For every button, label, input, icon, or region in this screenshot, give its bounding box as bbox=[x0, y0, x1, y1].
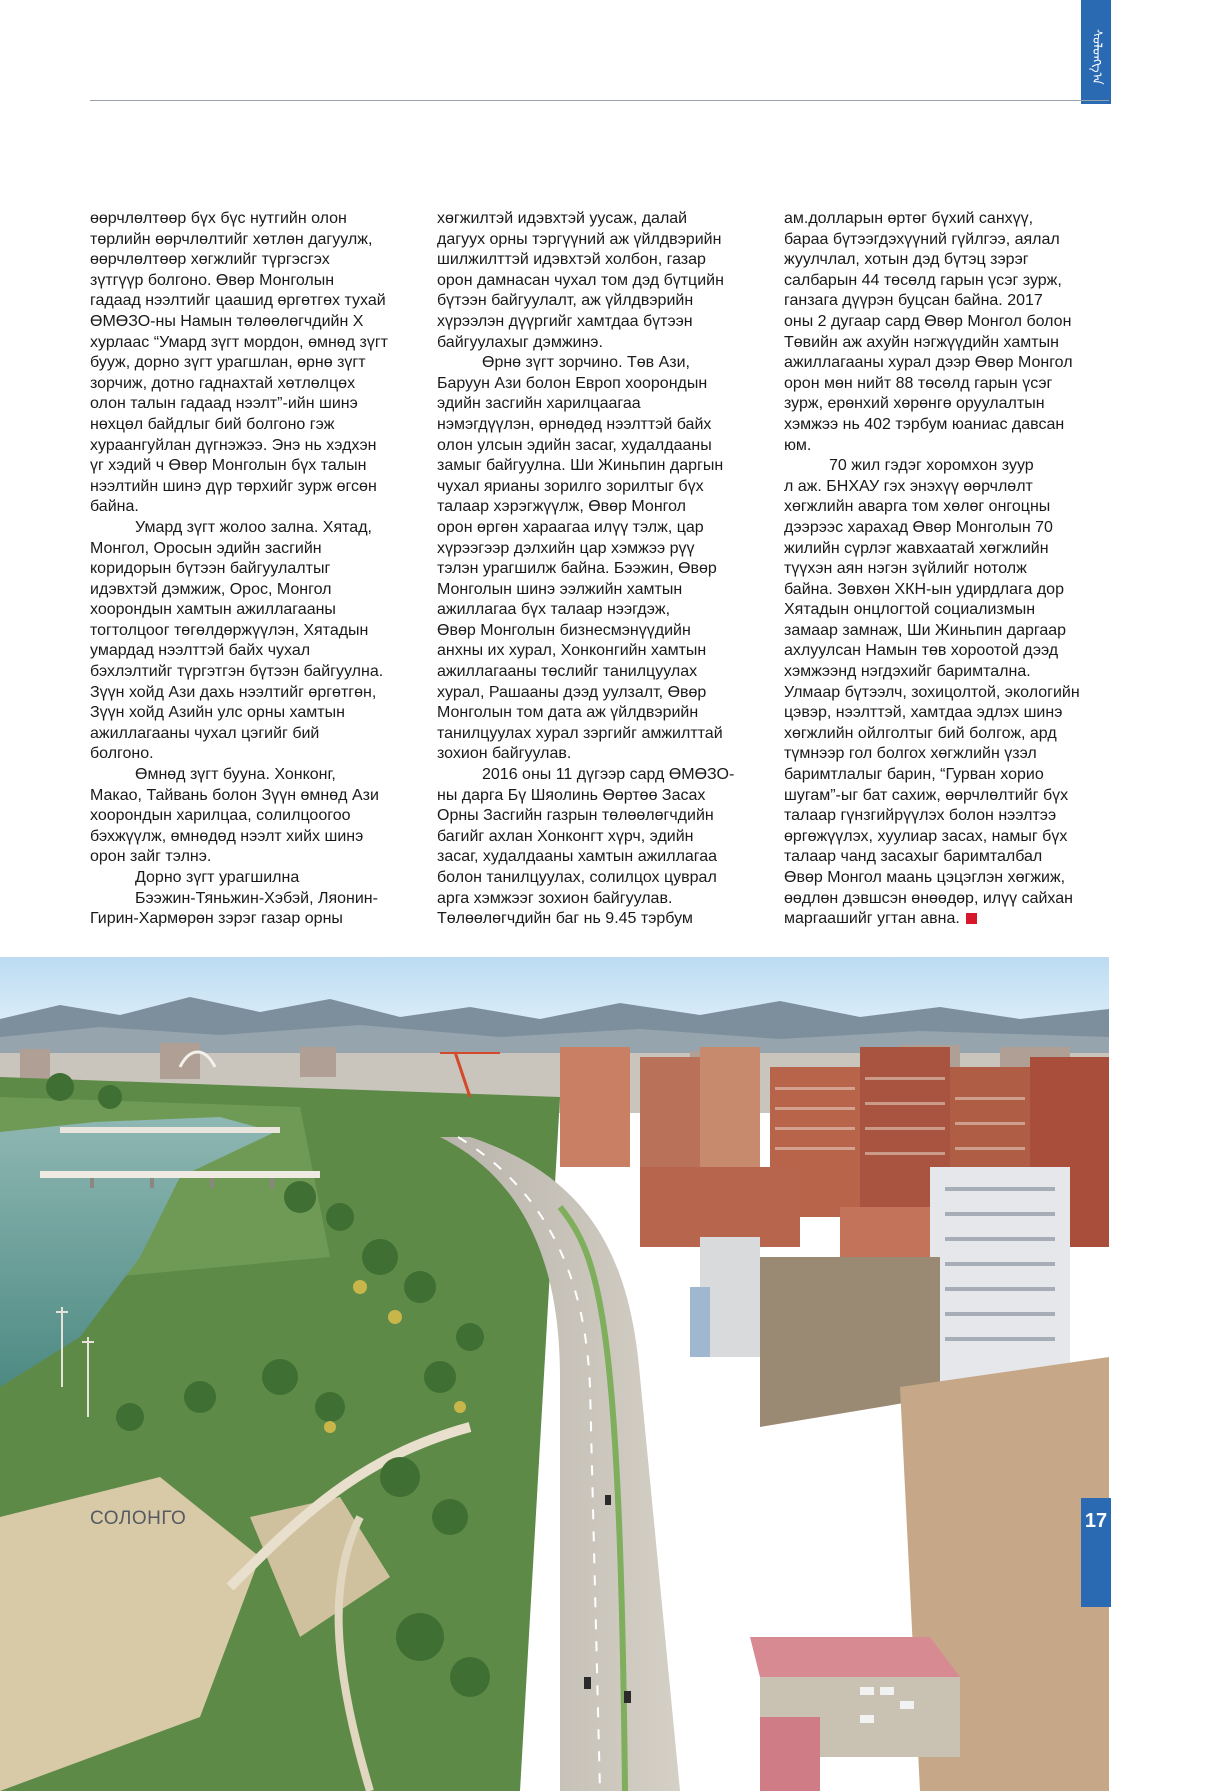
text-line: бууж, дорно зүгт урагшлан, өрнө зүгт bbox=[90, 354, 366, 372]
text-line: байна. Зөвхөн ХКН-ын удирдлага дор bbox=[784, 580, 1064, 598]
page-number-box bbox=[1081, 1498, 1111, 1607]
text-line: хүрээгээр дэлхийн цар хэмжээ рүү bbox=[437, 539, 695, 557]
text-line: багийг ахлан Хонконгт хүрч, эдийн bbox=[437, 827, 694, 845]
text-line: эдийн засгийн харилцаагаа bbox=[437, 395, 641, 413]
text-line: бэхжүүлж, өмнөдөд нээлт хийх шинэ bbox=[90, 827, 364, 845]
article-column-1 bbox=[90, 209, 408, 930]
text-line: хурал, Рашааны дээд уулзалт, Өвөр bbox=[437, 683, 707, 701]
text-line: орон өргөн хараагаа илүү тэлж, цар bbox=[437, 518, 704, 536]
text-line: байна. bbox=[90, 498, 139, 516]
text-line: нөхцөл байдлыг бий болгоно гэж bbox=[90, 415, 335, 433]
text-line: хоорондын харилцаа, солилцоогоо bbox=[90, 807, 351, 825]
text-line: Төлөөлөгчдийн баг нь 9.45 тэрбум bbox=[437, 910, 693, 928]
text-line: өөрчлөлтөөр хөгжлийг түргэсгэх bbox=[90, 251, 330, 269]
text-line: Орны Засгийн газрын төлөөлөгчдийн bbox=[437, 807, 714, 825]
text-line: 2016 оны 11 дүгээр сард ӨМӨЗО- bbox=[482, 766, 735, 784]
text-line: дээрээс харахад Өвөр Монголын 70 bbox=[784, 518, 1053, 536]
text-line: талаар гүнзгийрүүлэх болон нээлтээ bbox=[784, 807, 1057, 825]
text-line: өөдлөн дэвшсэн өнөөдөр, илүү сайхан bbox=[784, 889, 1073, 907]
text-line: Баруун Ази болон Европ хоорондын bbox=[437, 374, 708, 392]
text-line: хурлаас “Умард зүгт мордон, өмнөд зүгт bbox=[90, 333, 388, 351]
text-line: шилжилттэй идэвхтэй холбон, газар bbox=[437, 251, 706, 269]
text-line: тэлэн урагшилж байна. Бээжин, Өвөр bbox=[437, 560, 717, 578]
text-line: Дорно зүгт урагшилна bbox=[135, 869, 300, 886]
text-line: орон зайг тэлнэ. bbox=[90, 848, 212, 866]
text-line: байгуулахыг дэмжинэ. bbox=[437, 333, 603, 351]
text-line: талаар хэрэгжүүлж, Өвөр Монгол bbox=[437, 498, 687, 516]
text-line: ахлуулсан Намын төв хороотой дээд bbox=[784, 642, 1059, 660]
text-line: хоорондын хамтын ажиллагааны bbox=[90, 601, 336, 619]
text-line: Умард зүгт жолоо зална. Хятад, bbox=[135, 518, 372, 536]
text-line: өргөжүүлэх, хуулиар засах, намыг бүх bbox=[784, 827, 1068, 845]
text-line: олон улсын эдийн засаг, худалдааны bbox=[437, 436, 712, 454]
city-aerial-photo bbox=[0, 957, 1109, 1791]
header-rule bbox=[90, 100, 1109, 101]
text-line: замаар замнаж, Ши Жиньпин даргаар bbox=[784, 621, 1067, 639]
text-line: Хятадын онцлогтой социализмын bbox=[784, 601, 1036, 619]
text-line: замыг байгуулна. Ши Жиньпин даргын bbox=[437, 457, 724, 475]
text-line: Монголын том дата аж үйлдвэрийн bbox=[437, 704, 699, 722]
text-line: төрлийн өөрчлөлтийг хөтлөн дагуулж, bbox=[90, 230, 373, 248]
text-line: баримтлалыг барин, “Гурван хорио bbox=[784, 766, 1044, 784]
text-line: Бээжин-Тяньжин-Хэбэй, Ляонин- bbox=[135, 889, 378, 907]
text-line: арга хэмжээг зохион байгуулав. bbox=[437, 889, 673, 907]
text-line: зурж, ерөнхий хөрөнгө оруулалтын bbox=[784, 395, 1045, 413]
text-line: орон дамнасан чухал том дэд бүтцийн bbox=[437, 271, 724, 289]
text-line: Монгол, Оросын эдийн засгийн bbox=[90, 539, 322, 557]
mongolian-script-label: ᠰᠣᠯᠣᠩᠭ᠎ᠠ bbox=[1089, 29, 1104, 85]
text-line: умардад нээлттэй байх чухал bbox=[90, 642, 311, 660]
text-line: цэвэр, нээлттэй, хамтдаа эдлэх шинэ bbox=[784, 704, 1063, 722]
text-line: шугам”-ыг бат сахиж, өөрчлөлтийг бүх bbox=[784, 786, 1069, 804]
text-line: Гирин-Хармөрөн зэрэг газар орны bbox=[90, 910, 343, 928]
text-line: анхны их хурал, Хонконгийн хамтын bbox=[437, 642, 707, 660]
text-line: Өвөр Монголын бизнесмэнүүдийн bbox=[437, 621, 691, 639]
text-line: Улмаар бүтээлч, зохицолтой, экологийн bbox=[784, 683, 1080, 701]
text-line: бараа бүтээгдэхүүний гүйлгээ, аялал bbox=[784, 230, 1060, 248]
text-line: гадаад нээлтийг цаашид өргөтгөх тухай bbox=[90, 292, 386, 310]
text-line: нэмэгдүүлэн, өрнөдөд нээлттэй байх bbox=[437, 415, 712, 433]
text-line: бүтээн байгуулалт, аж үйлдвэрийн bbox=[437, 292, 694, 310]
text-line: Төвийн аж ахуйн нэгжүүдийн хамтын bbox=[784, 333, 1059, 351]
text-line: салбарын 44 төсөлд гарын үсэг зурж, bbox=[784, 271, 1062, 289]
text-line: ажиллагаа бүх талаар нээгдэж, bbox=[437, 601, 671, 619]
text-line: хураангуйлан дүгнэжээ. Энэ нь хэдхэн bbox=[90, 436, 377, 454]
text-line: Өвөр Монгол маань цэцэглэн хөгжиж, bbox=[784, 869, 1066, 886]
text-line: ажиллагааны хурал дээр Өвөр Монгол bbox=[784, 354, 1073, 372]
text-line: ажиллагааны төслийг танилцуулах bbox=[437, 663, 698, 681]
text-line: Өмнөд зүгт бууна. Хонконг, bbox=[135, 766, 336, 784]
text-line: талаар чанд засахыг баримталбал bbox=[784, 848, 1043, 866]
text-line: маргаашийг угтан авна. bbox=[784, 909, 1110, 930]
magazine-name: СОЛОНГО bbox=[90, 1508, 187, 1529]
text-line: бэхлэлтийг түргэтгэн бүтээн байгуулна. bbox=[90, 663, 384, 681]
header-tab bbox=[1081, 0, 1111, 104]
text-line: ажиллагааны чухал цэгийг бий bbox=[90, 724, 320, 742]
text-line: түүхэн аян нэгэн зүйлийг нотолж bbox=[784, 560, 1027, 578]
text-line: хэмжээ нь 402 тэрбум юаниас давсан bbox=[784, 415, 1065, 433]
text-line: ганзага дүүрэн буцсан байна. 2017 bbox=[784, 292, 1043, 310]
text-line: Зүүн хойд Азийн улс орны хамтын bbox=[90, 704, 345, 722]
text-line: ны дарга Бү Шяолинь Өөртөө Засах bbox=[437, 786, 706, 804]
text-line: зохион байгуулав. bbox=[437, 745, 572, 763]
text-line: зүтгүүр болгоно. Өвөр Монголын bbox=[90, 271, 335, 289]
text-line: жилийн сүрлэг жавхаатай хөгжлийн bbox=[784, 539, 1049, 557]
text-line: 70 жил гэдэг хоромхон зуур bbox=[829, 457, 1034, 475]
text-line: чухал ярианы зорилго зорилтыг бүх bbox=[437, 477, 704, 495]
text-line: жуулчлал, хотын дэд бүтэц зэрэг bbox=[784, 251, 1029, 269]
article-end-mark bbox=[966, 913, 977, 924]
page-number: 17 bbox=[1084, 1510, 1108, 1532]
text-line: Макао, Тайвань болон Зүүн өмнөд Ази bbox=[90, 786, 379, 804]
text-line: идэвхтэй дэмжиж, Орос, Монгол bbox=[90, 580, 332, 598]
text-line: нээлтийн шинэ дүр төрхийг зурж өгсөн bbox=[90, 477, 377, 495]
text-line: танилцуулах хурал зэргийг амжилттай bbox=[437, 724, 723, 742]
text-line: Өрнө зүгт зорчино. Төв Ази, bbox=[482, 354, 690, 372]
text-line: олон талын гадаад нээлт”-ийн шинэ bbox=[90, 395, 358, 413]
text-line: хөгжилтэй идэвхтэй уусаж, далай bbox=[437, 210, 688, 227]
text-line: засаг, худалдааны хамтын ажиллагаа bbox=[437, 848, 718, 866]
text-line: л аж. БНХАУ гэх энэхүү өөрчлөлт bbox=[784, 477, 1033, 495]
text-line: Монголын шинэ ээлжийн хамтын bbox=[437, 580, 683, 598]
text-line: болгоно. bbox=[90, 745, 154, 763]
article-column-3 bbox=[784, 209, 1110, 930]
text-line: түмнээр гол болгох хөгжлийн үзэл bbox=[784, 745, 1037, 763]
article-column-2 bbox=[437, 209, 762, 930]
text-line: хүрээлэн дүүргийг хамтдаа бүтээн bbox=[437, 312, 693, 330]
text-line: хөгжлийн аварга том хөлөг онгоцны bbox=[784, 498, 1051, 516]
text-line: орон мөн нийт 88 төсөлд гарын үсэг bbox=[784, 374, 1053, 392]
text-line: коридорын бүтээн байгуулалтыг bbox=[90, 560, 331, 578]
text-line: тогтолцоог төгөлдөржүүлэн, Хятадын bbox=[90, 621, 369, 639]
text-line: үг хэдий ч Өвөр Монголын бүх талын bbox=[90, 457, 367, 475]
text-line: өөрчлөлтөөр бүх бүс нутгийн олон bbox=[90, 210, 347, 227]
text-line: Зүүн хойд Ази дахь нээлтийг өргөтгөн, bbox=[90, 683, 377, 701]
text-line: юм. bbox=[784, 436, 812, 454]
text-line: дагуух орны тэргүүний аж үйлдвэрийн bbox=[437, 230, 722, 248]
text-line: хөгжлийн ойлголтыг бий болгож, ард bbox=[784, 724, 1057, 742]
text-line: болон танилцуулах, солилцох цуврал bbox=[437, 869, 717, 886]
text-line: хэмжээнд нэгдэхийг баримтална. bbox=[784, 663, 1031, 681]
text-line: ӨМӨЗО-ны Намын төлөөлөгчдийн X bbox=[90, 312, 364, 330]
text-line: зорчиж, дотно гаднахтай хөтлөлцөх bbox=[90, 374, 356, 392]
text-line: ам.долларын өртөг бүхий санхүү, bbox=[784, 210, 1034, 227]
text-line: оны 2 дугаар сард Өвөр Монгол болон bbox=[784, 312, 1072, 330]
